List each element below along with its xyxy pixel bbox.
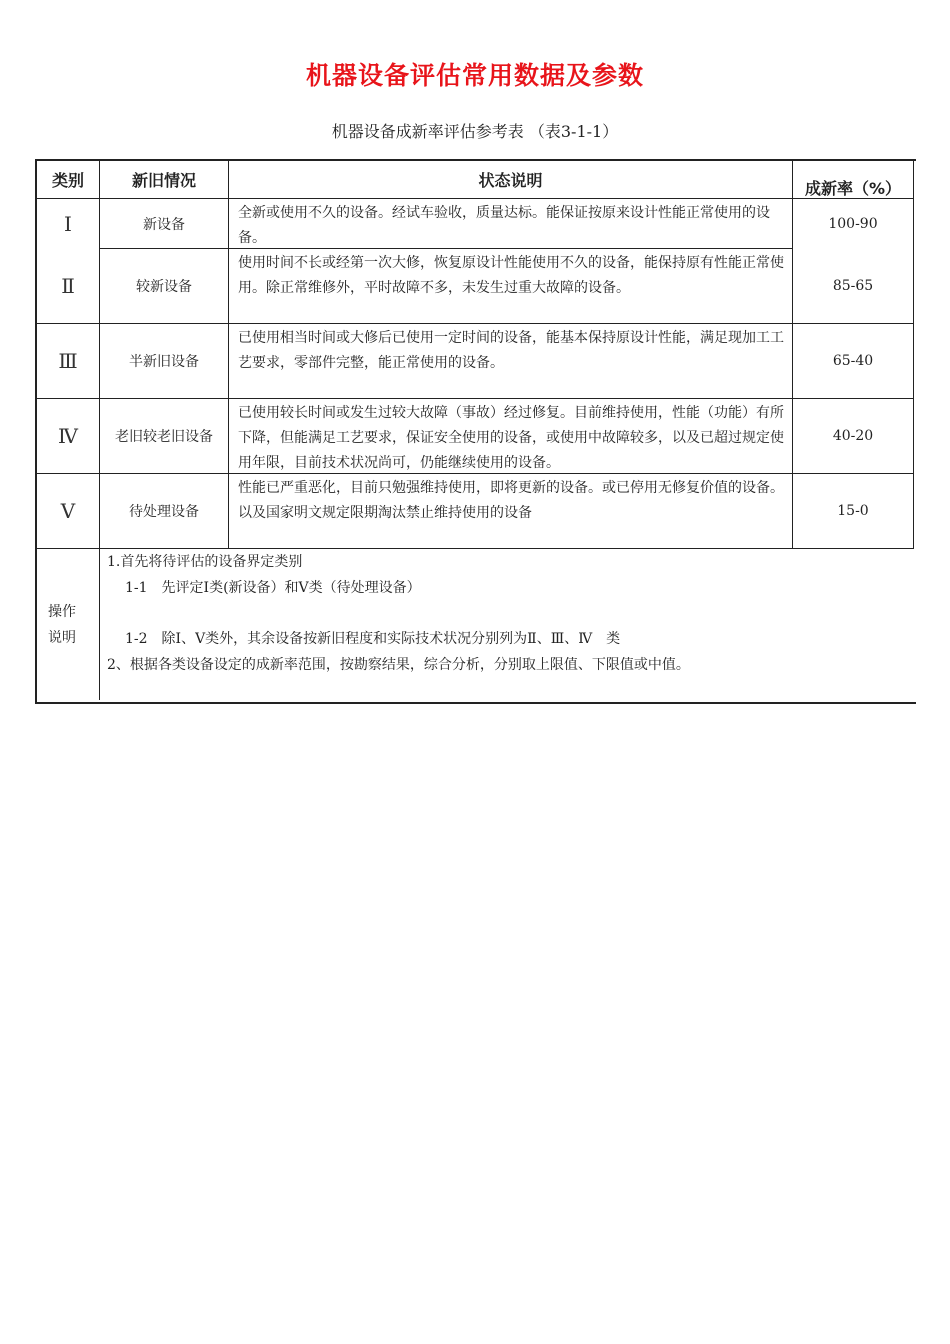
row5-rate: 15-0 [837, 503, 869, 519]
row1-condition: 新设备 [143, 216, 185, 233]
row3-class: Ⅲ [58, 349, 78, 373]
header-category: 类别 [51, 171, 84, 190]
operation-label-line2: 说明 [48, 630, 76, 646]
operation-line-4: 2、根据各类设备设定的成新率范围，按勘察结果，综合分析，分别取上限值、下限值或中值。 [107, 657, 690, 673]
row5-condition: 待处理设备 [129, 504, 199, 520]
col-divider-1-op [99, 548, 100, 700]
page-title: 机器设备评估常用数据及参数 [305, 61, 644, 90]
row5-class: Ⅴ [60, 499, 76, 523]
reference-table [35, 159, 916, 704]
row4-description: 已使用较长时间或发生过较大故障（事故）经过修复。目前维持使用，性能（功能）有所下降，但能满足工艺要求，保证安全使用的设备，或使用中故障较多，以及已超过规定使用年限，目前技术状况尚可，仍能继续使用的设备。 [238, 405, 784, 471]
table-caption: 机器设备成新率评估参考表 （表3-1-1） [331, 122, 619, 141]
row4-condition: 老旧较老旧设备 [115, 429, 213, 445]
operation-line-3: 1-2 除Ⅰ、Ⅴ类外，其余设备按新旧程度和实际技术状况分别列为Ⅱ、Ⅲ、Ⅳ 类 [125, 631, 621, 647]
row1-class: Ⅰ [64, 211, 72, 236]
row2-rate: 85-65 [832, 278, 874, 294]
row4-rate: 40-20 [832, 428, 874, 444]
row5-description: 性能已严重恶化，目前只勉强维持使用，即将更新的设备。或已停用无修复价值的设备。以及国家明文规定限期淘汰禁止维持使用的设备 [238, 480, 784, 521]
row2-condition: 较新设备 [136, 279, 192, 295]
row2-class: Ⅱ [61, 274, 75, 298]
row1-description: 全新或使用不久的设备。经试车验收，质量达标。能保证按原来设计性能正常使用的设备。 [238, 205, 770, 246]
row2-description: 使用时间不长或经第一次大修，恢复原设计性能使用不久的设备，能保持原有性能正常使用。除正常维修外，平时故障不多，未发生过重大故障的设备。 [238, 255, 784, 296]
header-rate: 成新率（%） [804, 179, 902, 198]
header-status: 状态说明 [478, 171, 543, 190]
operation-label-line1: 操作 [48, 604, 76, 620]
header-condition: 新旧情况 [131, 171, 196, 190]
operation-line-1: 1.首先将待评估的设备界定类别 [107, 554, 303, 570]
row3-description: 已使用相当时间或大修后已使用一定时间的设备，能基本保持原设计性能，满足现加工工艺要求，零部件完整，能正常使用的设备。 [238, 330, 784, 371]
row1-rate: 100-90 [828, 215, 878, 232]
row3-rate: 65-40 [832, 353, 874, 369]
row4-class: Ⅳ [58, 424, 78, 448]
operation-line-2: 1-1 先评定Ⅰ类(新设备）和Ⅴ类（待处理设备） [125, 580, 421, 596]
row3-condition: 半新旧设备 [129, 354, 199, 370]
operation-label [37, 599, 87, 651]
col-divider-right [913, 161, 914, 548]
